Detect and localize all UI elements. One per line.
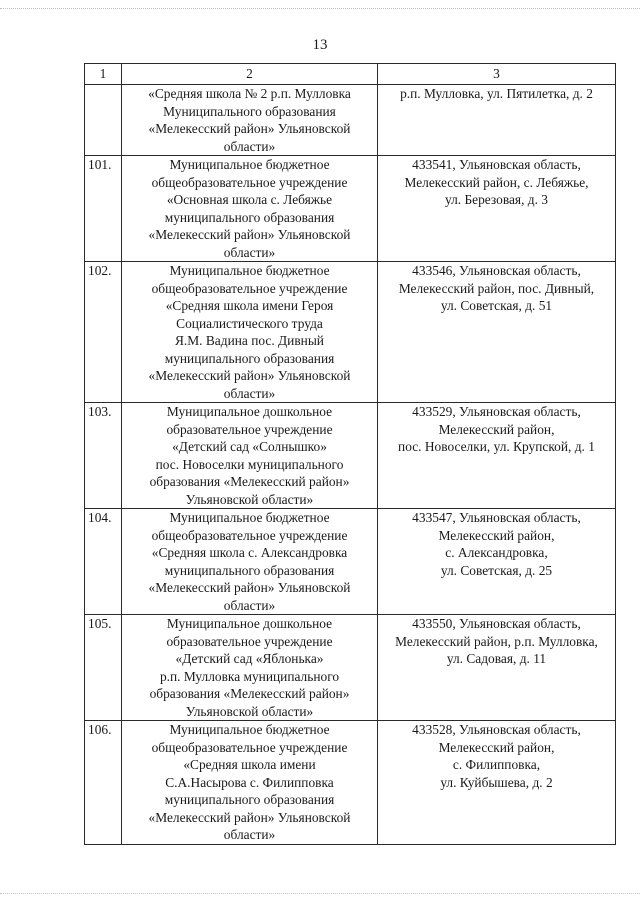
column-header-address: 3 bbox=[378, 64, 616, 85]
column-header-number: 1 bbox=[85, 64, 122, 85]
institution-address-line: ул. Советская, д. 25 bbox=[440, 562, 553, 578]
table-row bbox=[85, 262, 616, 403]
institution-name-line: «Мелекесский район» Ульяновской bbox=[148, 580, 351, 595]
institution-address-line: ул. Советская, д. 51 bbox=[440, 298, 553, 313]
institution-name-line: области» bbox=[223, 827, 276, 842]
institution-name-line: Муниципальное бюджетное bbox=[169, 510, 330, 525]
row-number: 101. bbox=[85, 156, 122, 262]
institution-name-line: Муниципальное бюджетное bbox=[169, 263, 330, 278]
institution-name bbox=[122, 403, 378, 509]
institution-name bbox=[122, 85, 378, 156]
institution-name-line: образовательное учреждение bbox=[166, 421, 333, 437]
institution-name-line: общеобразовательное учреждение bbox=[151, 280, 348, 296]
institution-name-line: «Основная школа с. Лебяжье bbox=[166, 192, 333, 207]
institution-name-line: «Мелекесский район» Ульяновской bbox=[148, 809, 351, 825]
institution-name-line: «Детский сад «Солнышко» bbox=[172, 439, 327, 454]
institution-address-line: ул. Садовая, д. 11 bbox=[446, 651, 547, 666]
scan-edge-top bbox=[0, 8, 640, 10]
scan-edge-bottom bbox=[0, 893, 640, 895]
institution-address-line: 433550, Ульяновская область, bbox=[412, 616, 581, 631]
institution-name-line: Муниципального образования bbox=[163, 103, 336, 119]
institution-address bbox=[378, 615, 616, 721]
institution-name-line: Я.М. Вадина пос. Дивный bbox=[175, 333, 324, 348]
institution-name-line: области» bbox=[223, 597, 276, 613]
institution-name bbox=[122, 721, 378, 845]
table-row bbox=[85, 615, 616, 721]
institution-address-line: 433541, Ульяновская область, bbox=[412, 157, 581, 172]
institution-name-line: «Детский сад «Яблонька» bbox=[175, 651, 324, 666]
institution-address-line: ул. Куйбышева, д. 2 bbox=[440, 774, 553, 790]
institution-name-line: Ульяновской области» bbox=[185, 703, 314, 719]
institution-address-line: 433546, Ульяновская область, bbox=[412, 263, 581, 278]
institution-address-line: Мелекесский район, пос. Дивный, bbox=[398, 280, 595, 296]
table-row bbox=[85, 85, 616, 156]
institution-name-line: образования «Мелекесский район» bbox=[149, 474, 350, 489]
institution-name-line: Муниципальное бюджетное bbox=[169, 157, 330, 172]
institution-name-line: общеобразовательное учреждение bbox=[151, 739, 348, 755]
row-number: 103. bbox=[85, 403, 122, 509]
institution-address-line: Мелекесский район, с. Лебяжье, bbox=[404, 174, 589, 190]
institution-name-line: Муниципальное дошкольное bbox=[166, 404, 333, 419]
institution-name bbox=[122, 156, 378, 262]
institution-name-line: пос. Новоселки муниципального bbox=[155, 456, 344, 472]
institution-address-line: Мелекесский район, bbox=[438, 527, 555, 543]
table-row bbox=[85, 156, 616, 262]
institution-name bbox=[122, 615, 378, 721]
table-header-row bbox=[85, 64, 616, 85]
institutions-table bbox=[84, 63, 616, 845]
institution-address bbox=[378, 85, 616, 156]
institution-name-line: области» bbox=[223, 244, 276, 260]
institution-address bbox=[378, 403, 616, 509]
institution-name-line: Муниципальное бюджетное bbox=[169, 722, 330, 737]
institution-address bbox=[378, 721, 616, 845]
institution-name-line: общеобразовательное учреждение bbox=[151, 527, 348, 543]
institution-name-line: муниципального образования bbox=[164, 350, 335, 366]
table-row bbox=[85, 509, 616, 615]
institution-name-line: «Мелекесский район» Ульяновской bbox=[148, 227, 351, 242]
institution-name-line: муниципального образования bbox=[164, 209, 335, 225]
institution-address-line: с. Филипповка, bbox=[452, 757, 541, 772]
institution-name-line: «Мелекесский район» Ульяновской bbox=[148, 368, 351, 383]
institution-name-line: Ульяновской области» bbox=[185, 491, 314, 507]
institution-address-line: Мелекесский район, р.п. Мулловка, bbox=[395, 633, 598, 649]
row-number: 104. bbox=[85, 509, 122, 615]
institution-name-line: области» bbox=[223, 138, 276, 154]
institution-name-line: р.п. Мулловка муниципального bbox=[159, 668, 340, 684]
institution-name-line: «Средняя школа имени Героя bbox=[165, 298, 334, 313]
row-number: 102. bbox=[85, 262, 122, 403]
institution-address bbox=[378, 262, 616, 403]
institution-address-line: р.п. Мулловка, ул. Пятилетка, д. 2 bbox=[400, 86, 593, 101]
row-number: 105. bbox=[85, 615, 122, 721]
institution-address bbox=[378, 509, 616, 615]
institution-name-line: области» bbox=[223, 385, 276, 401]
institution-name-line: образования «Мелекесский район» bbox=[149, 686, 350, 701]
table-row bbox=[85, 403, 616, 509]
institution-name-line: общеобразовательное учреждение bbox=[151, 174, 348, 190]
institution-address-line: с. Александровка, bbox=[445, 545, 548, 560]
row-number bbox=[85, 85, 122, 156]
institution-name-line: «Мелекесский район» Ульяновской bbox=[148, 121, 351, 136]
institution-address-line: пос. Новоселки, ул. Крупской, д. 1 bbox=[398, 439, 595, 454]
table-row bbox=[85, 721, 616, 845]
institution-name-line: муниципального образования bbox=[164, 792, 335, 807]
page-number: 13 bbox=[312, 37, 328, 53]
institution-address-line: ул. Березовая, д. 3 bbox=[445, 192, 548, 207]
institution-address bbox=[378, 156, 616, 262]
institution-name-line: «Средняя школа № 2 р.п. Мулловка bbox=[148, 86, 351, 101]
institution-name-line: «Средняя школа с. Александровка bbox=[151, 545, 348, 560]
row-number: 106. bbox=[85, 721, 122, 845]
institution-address-line: 433528, Ульяновская область, bbox=[412, 722, 581, 737]
institution-name-line: С.А.Насырова с. Филипповка bbox=[165, 774, 334, 790]
institution-name-line: Муниципальное дошкольное bbox=[166, 616, 333, 631]
institution-name-line: Социалистического труда bbox=[176, 315, 323, 331]
institution-address-line: Мелекесский район, bbox=[438, 421, 555, 437]
institution-name-line: муниципального образования bbox=[164, 562, 335, 578]
institution-name-line: образовательное учреждение bbox=[166, 633, 333, 649]
institution-address-line: Мелекесский район, bbox=[438, 739, 555, 755]
institution-name bbox=[122, 262, 378, 403]
institution-address-line: 433529, Ульяновская область, bbox=[412, 404, 581, 419]
institution-name-line: «Средняя школа имени bbox=[183, 757, 316, 772]
column-header-name: 2 bbox=[122, 64, 378, 85]
institution-address-line: 433547, Ульяновская область, bbox=[412, 510, 581, 525]
institution-name bbox=[122, 509, 378, 615]
